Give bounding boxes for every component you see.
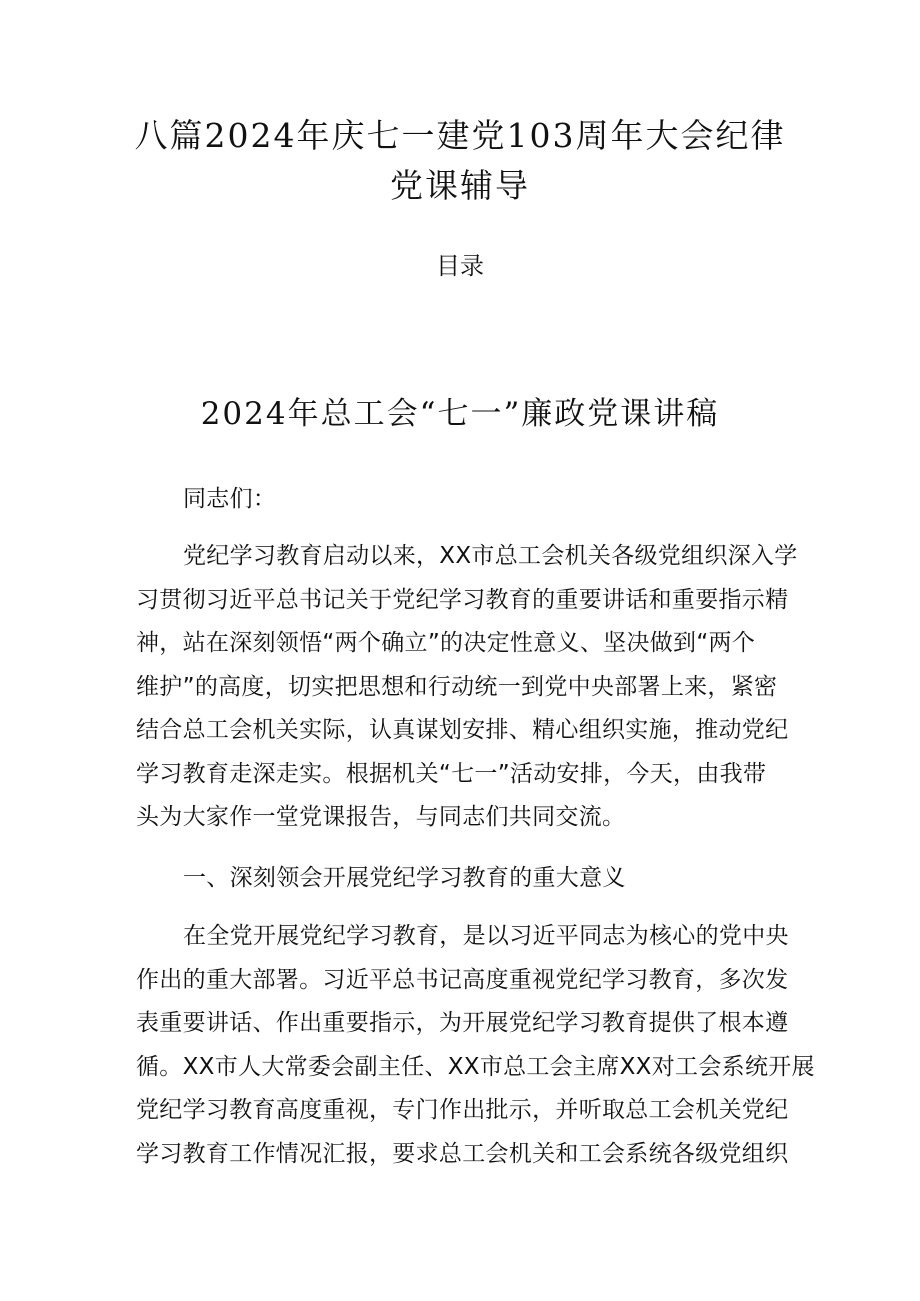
document-title-line-2: 党课辅导 [390, 166, 530, 205]
paragraph-2 [136, 915, 815, 1176]
paragraph-line: 头为大家作一堂党课报告，与同志们共同交流。 [136, 804, 626, 830]
paragraph-line: 结合总工会机关实际，认真谋划安排、精心组织实施，推动党纪 [136, 717, 789, 743]
greeting: 同志们： [183, 486, 277, 512]
paragraph-line: 在全党开展党纪学习教育，是以习近平同志为核心的党中央 [183, 923, 789, 949]
section-title: 2024年总工会“七一”廉政党课讲稿 [200, 396, 720, 432]
paragraph-line: 习贯彻习近平总书记关于党纪学习教育的重要讲话和重要指示精 [136, 586, 789, 613]
document-title-line-1: 八篇2024年庆七一建党103周年大会纪律 [134, 116, 786, 155]
paragraph-line: 党纪学习教育启动以来，XX市总工会机关各级党组织深入学 [183, 543, 798, 569]
paragraph-line: 神，站在深刻领悟“两个确立”的决定性意义、坚决做到“两个 [136, 630, 756, 656]
paragraph-line: 循。XX市人大常委会副主任、XX市总工会主席XX对工会系统开展 [136, 1053, 815, 1080]
paragraph-line: 作出的重大部署。习近平总书记高度重视党纪学习教育，多次发 [136, 966, 789, 993]
paragraph-line: 学习教育工作情况汇报，要求总工会机关和工会系统各级党组织 [136, 1140, 789, 1167]
table-of-contents-label: 目录 [436, 252, 484, 280]
section-heading-1: 一、深刻领会开展党纪学习教育的重大意义 [183, 865, 626, 891]
paragraph-line: 维护”的高度，切实把思想和行动统一到党中央部署上来，紧密 [136, 673, 778, 700]
paragraph-line: 学习教育走深走实。根据机关“七一”活动安排，今天，由我带 [136, 760, 767, 787]
paragraph-1 [136, 535, 796, 840]
paragraph-line: 党纪学习教育高度重视，专门作出批示，并听取总工会机关党纪 [136, 1097, 789, 1123]
paragraph-line: 表重要讲话、作出重要指示，为开展党纪学习教育提供了根本遵 [136, 1010, 789, 1036]
